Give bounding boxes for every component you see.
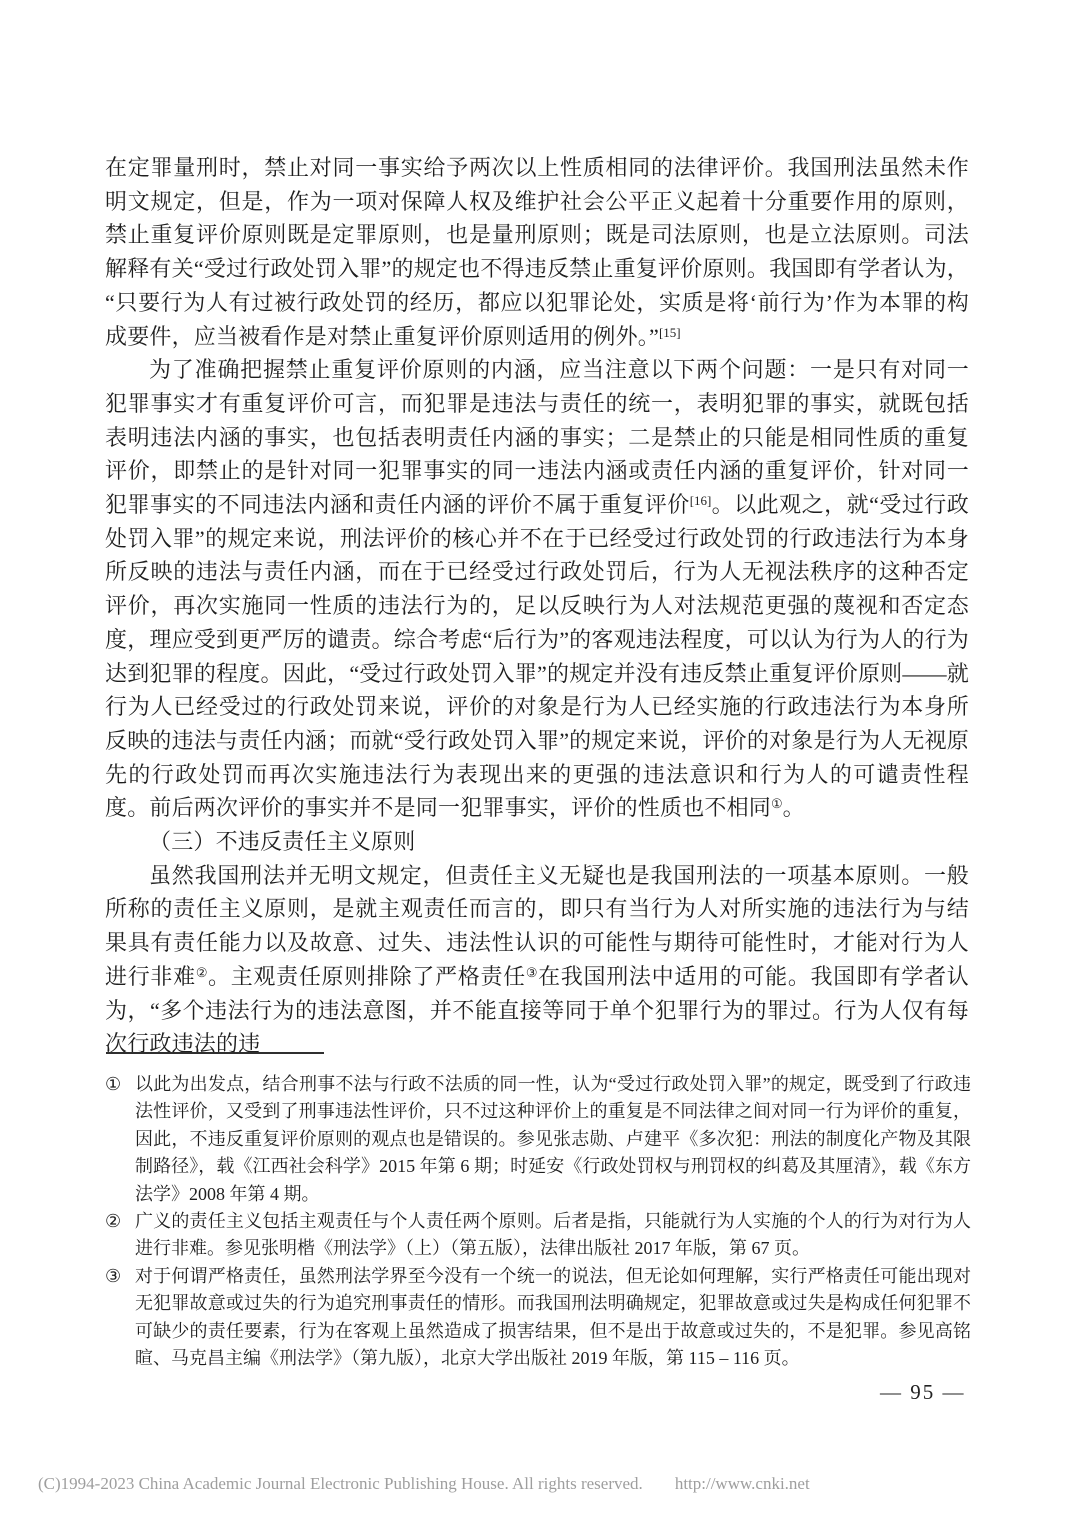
footnote-marker: ② [105, 1211, 122, 1232]
paragraph-text: 在我国刑法中适用的可能。我国即有学者认为，“多个违法行为的违法意图，并不能直接等同于单个犯罪行为的罪过。行为人仅有每次行政违法的违 [105, 963, 969, 1057]
footer-copyright: (C)1994-2023 China Academic Journal Electronic Publishing House. All rights reserved. [38, 1474, 643, 1493]
paragraph-text: 为了准确把握禁止重复评价原则的内涵，应当注意以下两个问题：一是只有对同一犯罪事实才有重复评价可言，而犯罪是违法与责任的统一，表明犯罪的事实，就既包括表明违法内涵的事实，也包括表明责任内涵的事实；二是禁止的只能是相同性质的重复评价，即禁止的是针对同一犯罪事实的同一违法内涵或责任内涵的重复评价，针对同一犯罪事实的不同违法内涵和责任内涵的评价不属于重复评价 [105, 357, 969, 518]
paragraph-text: 。以此观之，就“受过行政处罚入罪”的规定来说，刑法评价的核心并不在于已经受过行政处罚的行政违法行为本身所反映的违法与责任内涵，而在于已经受过行政处罚后，行为人无视法秩序的这种否定评价，再次实施同一性质的违法行为的，足以反映行为人对法规范更强的蔑视和否定态度，理应受到更严厉的谴责。综合考虑“后行为”的客观违法程度，可以认为行为人的行为达到犯罪的程度。因此，“受过行政处罚入罪”的规定并没有违反禁止重复评价原则——就行为人已经受过的行政处罚来说，评价的对象是行为人已经实施的行政违法行为本身所反映的违法与责任内涵；而就“受行政处罚入罪”的规定来说，评价的对象是行为人无视原先的行政处罚而再次实施违法行为表现出来的更强的违法意识和行为人的可谴责性程度。前后两次评价的事实并不是同一犯罪事实，评价的性质也不相同 [105, 492, 969, 821]
publisher-footer [38, 1474, 810, 1494]
footnote-ref-circle-3: ③ [525, 964, 539, 980]
body-paragraph-3 [105, 859, 969, 1061]
footnote-marker: ③ [105, 1265, 122, 1286]
section-heading: （三）不违反责任主义原则 [149, 829, 416, 855]
body-paragraph-2 [105, 353, 969, 825]
footnote-ref-16: [16] [689, 493, 712, 509]
page-number: — 95 — [880, 1380, 966, 1404]
footnote-text: 以此为出发点，结合刑事不法与行政不法质的同一性，认为“受过行政处罚入罪”的规定，既受到了行政违法性评价，又受到了刑事违法性评价，只不过这种评价上的重复是不同法律之间对同一行为评价的重复，因此，不违反重复评价原则的观点也是错误的。参见张志勋、卢建平《多次犯：刑法的制度化产物及其限制路径》，载《江西社会科学》2015 年第 6 期；时延安《行政处罚权与刑罚权的纠葛及其厘清》，载《东方法学》2008 年第 4 期。 [135, 1074, 971, 1204]
paragraph-text: 。主观责任原则排除了严格责任 [208, 963, 526, 989]
footnote-3 [105, 1263, 971, 1373]
body-paragraph-1 [105, 151, 969, 353]
footnote-text: 广义的责任主义包括主观责任与个人责任两个原则。后者是指，只能就行为人实施的个人的行为对行为人进行非难。参见张明楷《刑法学》（上）（第五版），法律出版社 2017 年版，第 67 页。 [135, 1211, 971, 1259]
footnotes-section [105, 1071, 971, 1372]
footnote-2 [105, 1208, 971, 1263]
body-text-column [105, 151, 969, 1061]
footnote-ref-circle-1: ① [771, 796, 783, 812]
footnote-1 [105, 1071, 971, 1208]
footer-url: http://www.cnki.net [674, 1474, 810, 1493]
footnote-separator [106, 1052, 324, 1054]
footnote-ref-circle-2: ② [195, 964, 208, 980]
paragraph-text: 在定罪量刑时，禁止对同一事实给予两次以上性质相同的法律评价。我国刑法虽然未作明文规定，但是，作为一项对保障人权及维护社会公平正义起着十分重要作用的原则，禁止重复评价原则既是定罪原则，也是量刑原则；既是司法原则，也是立法原则。司法解释有关“受过行政处罚入罪”的规定也不得违反禁止重复评价原则。我国即有学者认为，“只要行为人有过被行政处罚的经历，都应以犯罪论处，实质是将‘前行为’作为本罪的构成要件，应当被看作是对禁止重复评价原则适用的例外。” [105, 155, 969, 349]
footnote-marker: ① [105, 1074, 122, 1094]
footnote-ref-15: [15] [658, 324, 681, 340]
footnote-text: 对于何谓严格责任，虽然刑法学界至今没有一个统一的说法，但无论如何理解，实行严格责任可能出现对无犯罪故意或过失的行为追究刑事责任的情形。而我国刑法明确规定，犯罪故意或过失是构成任何犯罪不可缺少的责任要素，行为在客观上虽然造成了损害结果，但不是出于故意或过失的，不是犯罪。参见高铭暄、马克昌主编《刑法学》（第九版），北京大学出版社 2019 年版，第 115 – 116 页。 [135, 1265, 971, 1369]
paragraph-text: 。 [782, 795, 805, 821]
paragraph-text: 虽然我国刑法并无明文规定，但责任主义无疑也是我国刑法的一项基本原则。一般所称的责任主义原则，是就主观责任而言的，即只有当行为人对所实施的违法行为与结果具有责任能力以及故意、过失、违法性认识的可能性与期待可能性时，才能对行为人进行非难 [105, 862, 969, 989]
